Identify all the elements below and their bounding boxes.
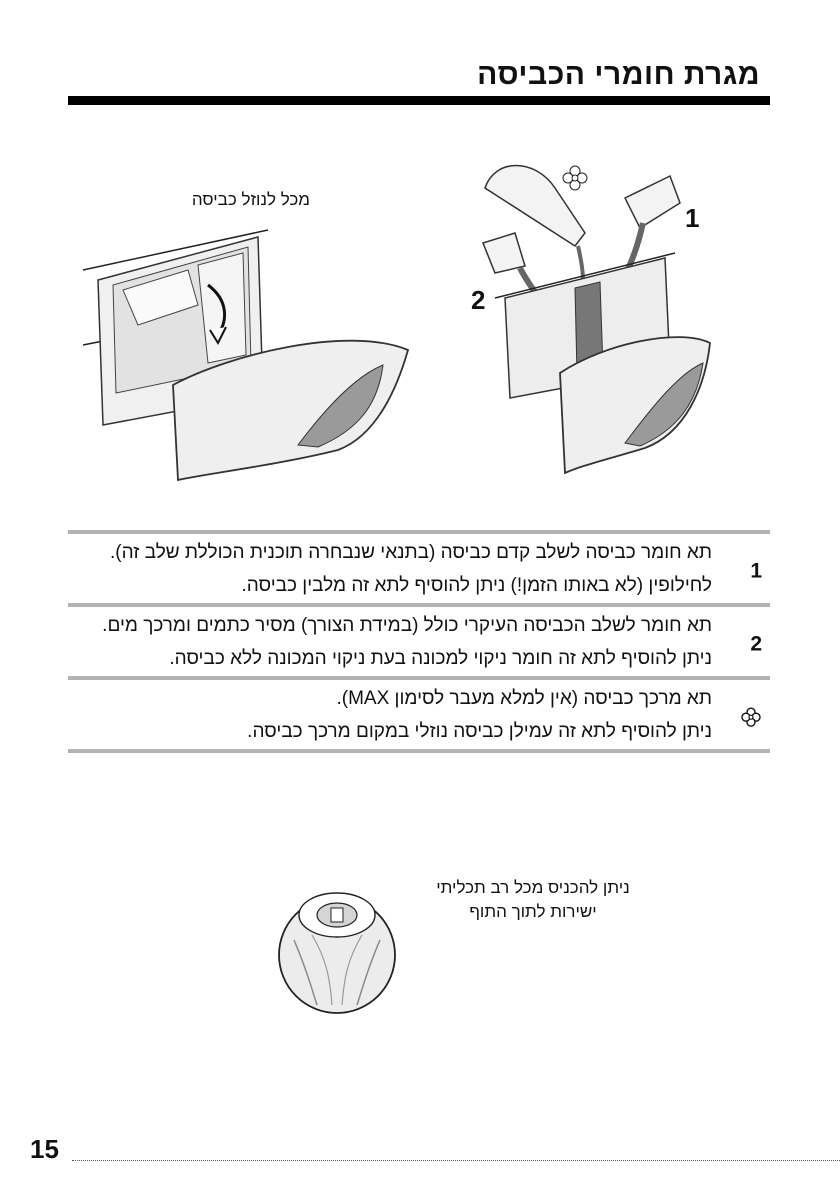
compartment-2-number: 2 [750, 631, 762, 655]
flower-icon [563, 166, 587, 190]
softener-line-2: ניתן להוסיף לתא זה עמילן כביסה נוזלי במקום מרכך כביסה. [247, 721, 712, 742]
compartment-1-number: 1 [750, 558, 762, 582]
page-number: 15 [30, 1134, 59, 1164]
compartment-2-callout: 2 [471, 285, 486, 315]
liquid-container-label: מכל לנוזל כביסה [191, 190, 310, 209]
compartment-table [68, 530, 770, 753]
compartment-1-line-2: לחילופין (לא באותו הזמן!) ניתן להוסיף לתא זה מלבין כביסה. [241, 575, 712, 596]
compartment-1-line-1: תא חומר כביסה לשלב קדם כביסה (בתנאי שנבחרה תוכנית הכוללת שלב זה). [110, 542, 712, 563]
flower-icon [740, 706, 762, 728]
compartment-2-line-2: ניתן להוסיף לתא זה חומר ניקוי למכונה בעת ניקוי המכונה ללא כביסה. [169, 648, 712, 669]
dosing-ball-illustration [272, 880, 402, 1020]
drawer-liquid-container-illustration [78, 225, 418, 490]
title-rule [68, 96, 770, 105]
compartment-row-softener [68, 676, 770, 753]
compartment-row-2 [68, 603, 770, 676]
compartment-1-callout: 1 [685, 203, 700, 233]
softener-line-1: תא מרכך כביסה (אין למלא מעבר לסימון MAX). [336, 688, 712, 709]
compartment-row-1 [68, 530, 770, 603]
filling-compartments-illustration [465, 148, 715, 483]
dosing-ball-label: ניתן להכניס מכל רב תכליתי ישירות לתוך התוף [436, 878, 630, 921]
footer-dotted-rule [72, 1160, 840, 1161]
compartment-2-line-1: תא חומר לשלב הכביסה העיקרי כולל (במידת הצורך) מסיר כתמים ומרכך מים. [102, 615, 712, 636]
page-title: מגרת חומרי הכביסה [477, 58, 760, 91]
